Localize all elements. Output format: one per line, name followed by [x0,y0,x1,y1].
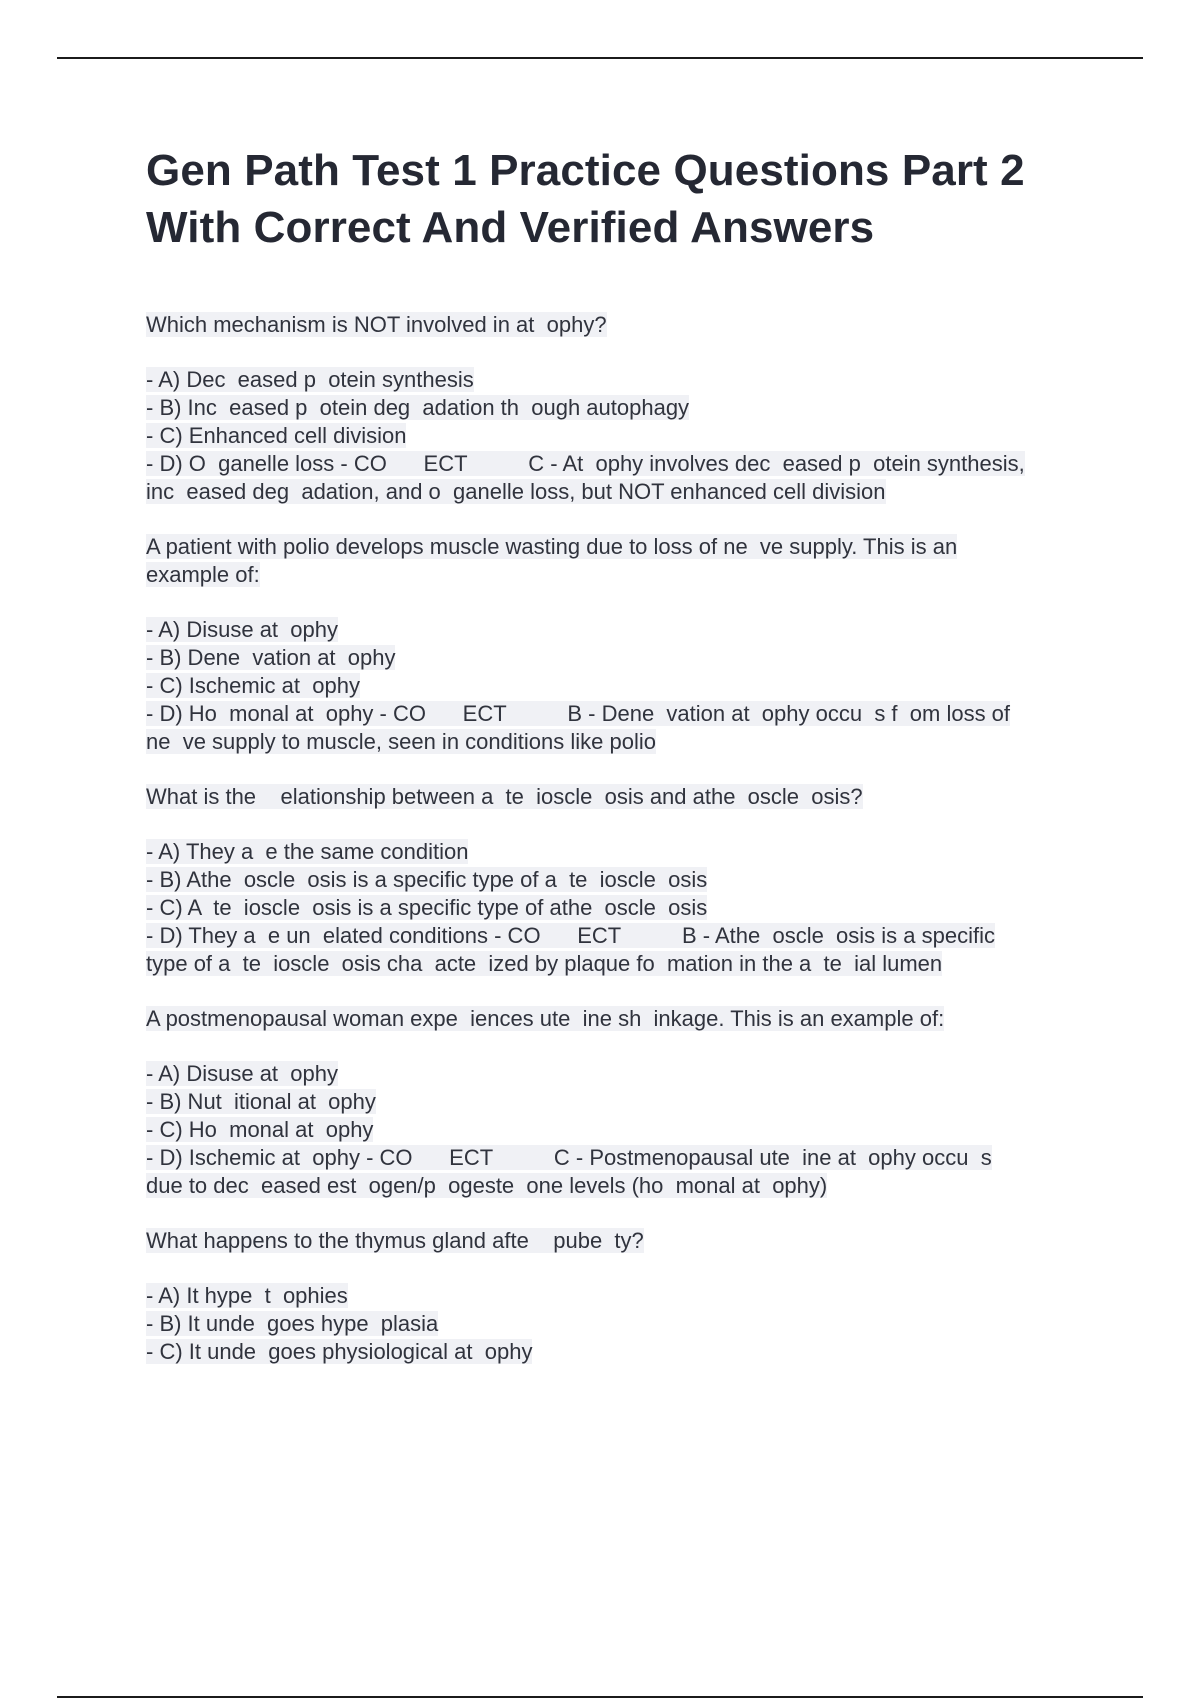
answer-line: - A) Disuse at ophy [146,1061,338,1086]
answer-line: - C) Ho monal at ophy [146,1117,374,1142]
question-line: What is the elationship between a te ioscle osis and athe oscle osis? [146,784,863,809]
question-line: Which mechanism is NOT involved in at ophy? [146,312,607,337]
answer-line: - D) Ho monal at ophy - CO ECT B - Dene vation at ophy occu s f om loss of [146,701,1011,726]
answer-options [146,838,1096,978]
answer-line: - B) Athe oscle osis is a specific type of a te ioscle osis [146,867,708,892]
question-block [146,1005,1096,1200]
question-line: A postmenopausal woman expe iences ute ine sh inkage. This is an example of: [146,1006,945,1031]
answer-line: - C) Enhanced cell division [146,423,407,448]
document-body [146,142,1096,1393]
answer-line: - C) It unde goes physiological at ophy [146,1339,533,1364]
question-block [146,783,1096,978]
answer-line: - C) A te ioscle osis is a specific type of athe oscle osis [146,895,708,920]
question-line: example of: [146,562,260,587]
answer-line: - C) Ischemic at ophy [146,673,360,698]
question-block [146,1227,1096,1366]
answer-line: - B) Inc eased p otein deg adation th ough autophagy [146,395,690,420]
question-text [146,783,1096,811]
answer-line: - D) Ischemic at ophy - CO ECT C - Postmenopausal ute ine at ophy occu s [146,1145,992,1170]
top-rule [57,57,1143,59]
question-text [146,533,1096,589]
question-line: A patient with polio develops muscle wasting due to loss of ne ve supply. This is an [146,534,958,559]
question-text [146,1005,1096,1033]
answer-options [146,366,1096,506]
answer-line: - A) They a e the same condition [146,839,469,864]
answer-line: due to dec eased est ogen/p ogeste one levels (ho monal at ophy) [146,1173,828,1198]
question-list [146,311,1096,1366]
question-block [146,311,1096,506]
answer-line: - A) Dec eased p otein synthesis [146,367,474,392]
answer-line: - A) Disuse at ophy [146,617,338,642]
answer-line: inc eased deg adation, and o ganelle loss, but NOT enhanced cell division [146,479,886,504]
answer-line: type of a te ioscle osis cha acte ized by plaque fo mation in the a te ial lumen [146,951,943,976]
answer-options [146,1060,1096,1200]
question-text [146,1227,1096,1255]
question-text [146,311,1096,339]
answer-line: ne ve supply to muscle, seen in conditions like polio [146,729,656,754]
answer-line: - D) O ganelle loss - CO ECT C - At ophy involves dec eased p otein synthesis, [146,451,1025,476]
bottom-rule [57,1696,1143,1698]
answer-options [146,616,1096,756]
question-block [146,533,1096,756]
document-title: Gen Path Test 1 Practice Questions Part 2 With Correct And Verified Answers [146,146,1025,252]
answer-line: - B) It unde goes hype plasia [146,1311,439,1336]
answer-line: - B) Nut itional at ophy [146,1089,376,1114]
answer-line: - B) Dene vation at ophy [146,645,396,670]
answer-line: - D) They a e un elated conditions - CO ECT B - Athe oscle osis is a specific [146,923,995,948]
question-line: What happens to the thymus gland afte pube ty? [146,1228,644,1253]
answer-options [146,1282,1096,1366]
answer-line: - A) It hype t ophies [146,1283,348,1308]
